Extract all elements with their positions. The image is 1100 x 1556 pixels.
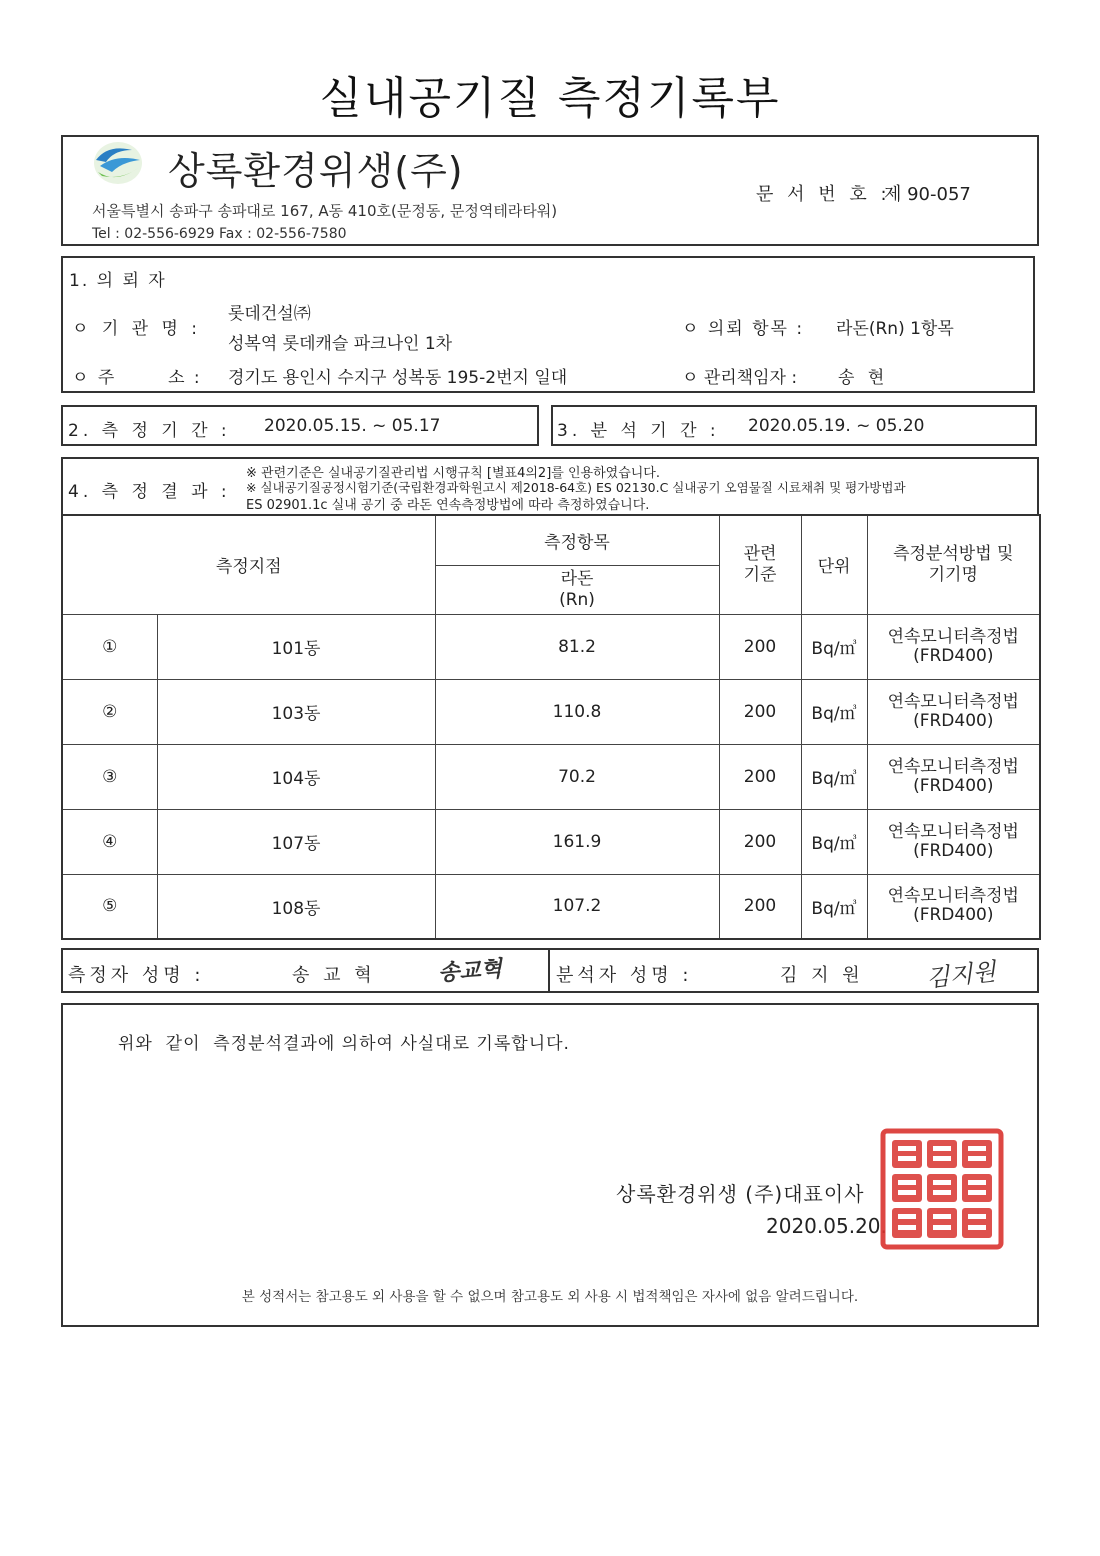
company-address: 서울특별시 송파구 송파대로 167, A동 410호(문정동, 문정역테라타워) xyxy=(92,202,558,220)
issue-date: 2020.05.20. xyxy=(766,1214,887,1238)
measure-period-label: 2. 측 정 기 간 : xyxy=(68,421,231,441)
header-radon xyxy=(435,565,719,614)
row-number: ② xyxy=(62,679,157,744)
client-manager-value: 송 현 xyxy=(838,368,889,388)
row-unit: Bq/㎥ xyxy=(801,874,867,939)
table-row xyxy=(62,744,1040,809)
row-standard: 200 xyxy=(719,744,801,809)
row-method-name: 연속모니터측정법 xyxy=(887,886,1019,907)
header-standard-1: 관련 xyxy=(743,543,777,564)
row-unit: Bq/㎥ xyxy=(801,614,867,679)
client-address-label: ㅇ 주 소 : xyxy=(72,368,202,388)
row-unit: Bq/㎥ xyxy=(801,744,867,809)
header-standard-2: 기준 xyxy=(743,564,777,585)
client-org-label: ㅇ 기 관 명 : xyxy=(72,319,202,339)
closing-statement: 위와 같이 측정분석결과에 의하여 사실대로 기록합니다. xyxy=(118,1034,570,1054)
row-number: ④ xyxy=(62,809,157,874)
row-method xyxy=(867,679,1040,744)
row-method-device: (FRD400) xyxy=(913,840,994,861)
client-address-value: 경기도 용인시 수지구 성복동 195-2번지 일대 xyxy=(228,368,568,388)
client-org-line2: 성복역 롯데캐슬 파크나인 1차 xyxy=(228,334,453,354)
company-contact: Tel : 02-556-6929 Fax : 02-556-7580 xyxy=(92,226,347,242)
measurer-signature: 송교혁 xyxy=(437,955,503,987)
results-note-1: ※ 관련기준은 실내공기질관리법 시행규칙 [별표4의2]를 인용하였습니다. xyxy=(246,466,660,481)
company-seal-icon xyxy=(880,1128,1004,1250)
row-number: ③ xyxy=(62,744,157,809)
header-radon-symbol: (Rn) xyxy=(559,589,595,610)
measure-period-value: 2020.05.15. ~ 05.17 xyxy=(264,416,441,436)
row-method xyxy=(867,874,1040,939)
analysis-period-value: 2020.05.19. ~ 05.20 xyxy=(748,416,925,436)
row-unit: Bq/㎥ xyxy=(801,679,867,744)
analyst-label: 분석자 성명 : xyxy=(556,965,693,986)
row-method-name: 연속모니터측정법 xyxy=(887,626,1019,647)
document-title: 실내공기질 측정기록부 xyxy=(319,73,781,124)
row-site: 108동 xyxy=(157,874,435,939)
row-site: 107동 xyxy=(157,809,435,874)
disclaimer: 본 성적서는 참고용도 외 사용을 할 수 없으며 참고용도 외 사용 시 법적책임은 자사에 없음 알려드립니다. xyxy=(241,1289,859,1305)
row-site: 103동 xyxy=(157,679,435,744)
row-standard: 200 xyxy=(719,679,801,744)
header-unit: 단위 xyxy=(801,515,867,614)
client-item-label: ㅇ 의뢰 항목 : xyxy=(682,319,805,339)
header-radon-name: 라돈 xyxy=(560,568,594,589)
results-note-2: ※ 실내공기질공정시험기준(국립환경과학원고시 제2018-64호) ES 02130.C 실내공기 오염물질 시료채취 및 평가방법과 xyxy=(246,480,906,495)
client-heading: 1. 의 뢰 자 xyxy=(69,271,167,291)
doc-number-label: 문 서 번 호 : xyxy=(756,184,891,205)
results-heading: 4. 측 정 결 과 : xyxy=(68,482,231,502)
row-method-device: (FRD400) xyxy=(913,645,994,666)
doc-number: 제 90-057 xyxy=(884,184,971,205)
table-row xyxy=(62,874,1040,939)
header-method-1: 측정분석방법 및 xyxy=(893,543,1014,564)
row-method-name: 연속모니터측정법 xyxy=(887,691,1019,712)
row-method-device: (FRD400) xyxy=(913,710,994,731)
row-site: 104동 xyxy=(157,744,435,809)
row-standard: 200 xyxy=(719,874,801,939)
row-number: ① xyxy=(62,614,157,679)
row-standard: 200 xyxy=(719,614,801,679)
analyst-name: 김 지 원 xyxy=(780,965,864,986)
row-method xyxy=(867,809,1040,874)
table-row xyxy=(62,679,1040,744)
table-row xyxy=(62,614,1040,679)
client-item-value: 라돈(Rn) 1항목 xyxy=(836,319,954,339)
measurer-label: 측정자 성명 : xyxy=(68,965,205,986)
row-method-device: (FRD400) xyxy=(913,775,994,796)
row-unit: Bq/㎥ xyxy=(801,809,867,874)
analyst-signature: 김지원 xyxy=(924,957,998,993)
row-value: 161.9 xyxy=(435,809,719,874)
client-org-line1: 롯데건설㈜ xyxy=(228,304,311,324)
results-table xyxy=(61,514,1041,940)
signers-box xyxy=(61,948,1039,993)
table-row xyxy=(62,809,1040,874)
row-value: 110.8 xyxy=(435,679,719,744)
row-value: 81.2 xyxy=(435,614,719,679)
client-manager-label: ㅇ 관리책임자 : xyxy=(682,368,798,388)
row-method-name: 연속모니터측정법 xyxy=(887,756,1019,777)
row-value: 70.2 xyxy=(435,744,719,809)
row-standard: 200 xyxy=(719,809,801,874)
header-method xyxy=(867,515,1040,614)
company-logo-icon xyxy=(92,140,144,186)
signers-divider xyxy=(548,948,550,993)
analysis-period-label: 3. 분 석 기 간 : xyxy=(557,421,720,441)
row-site: 101동 xyxy=(157,614,435,679)
issuer-name: 상록환경위생 (주)대표이사 xyxy=(616,1182,865,1206)
header-item: 측정항목 xyxy=(435,515,719,565)
measurer-name: 송 교 혁 xyxy=(292,965,376,986)
company-name: 상록환경위생(주) xyxy=(168,149,464,193)
row-method xyxy=(867,744,1040,809)
results-note-3: ES 02901.1c 실내 공기 중 라돈 연속측정방법에 따라 측정하였습니다. xyxy=(246,498,650,513)
header-method-2: 기기명 xyxy=(928,564,978,585)
row-method-name: 연속모니터측정법 xyxy=(887,821,1019,842)
header-site: 측정지점 xyxy=(62,515,435,614)
row-method xyxy=(867,614,1040,679)
row-value: 107.2 xyxy=(435,874,719,939)
header-standard xyxy=(719,515,801,614)
row-method-device: (FRD400) xyxy=(913,905,994,926)
row-number: ⑤ xyxy=(62,874,157,939)
